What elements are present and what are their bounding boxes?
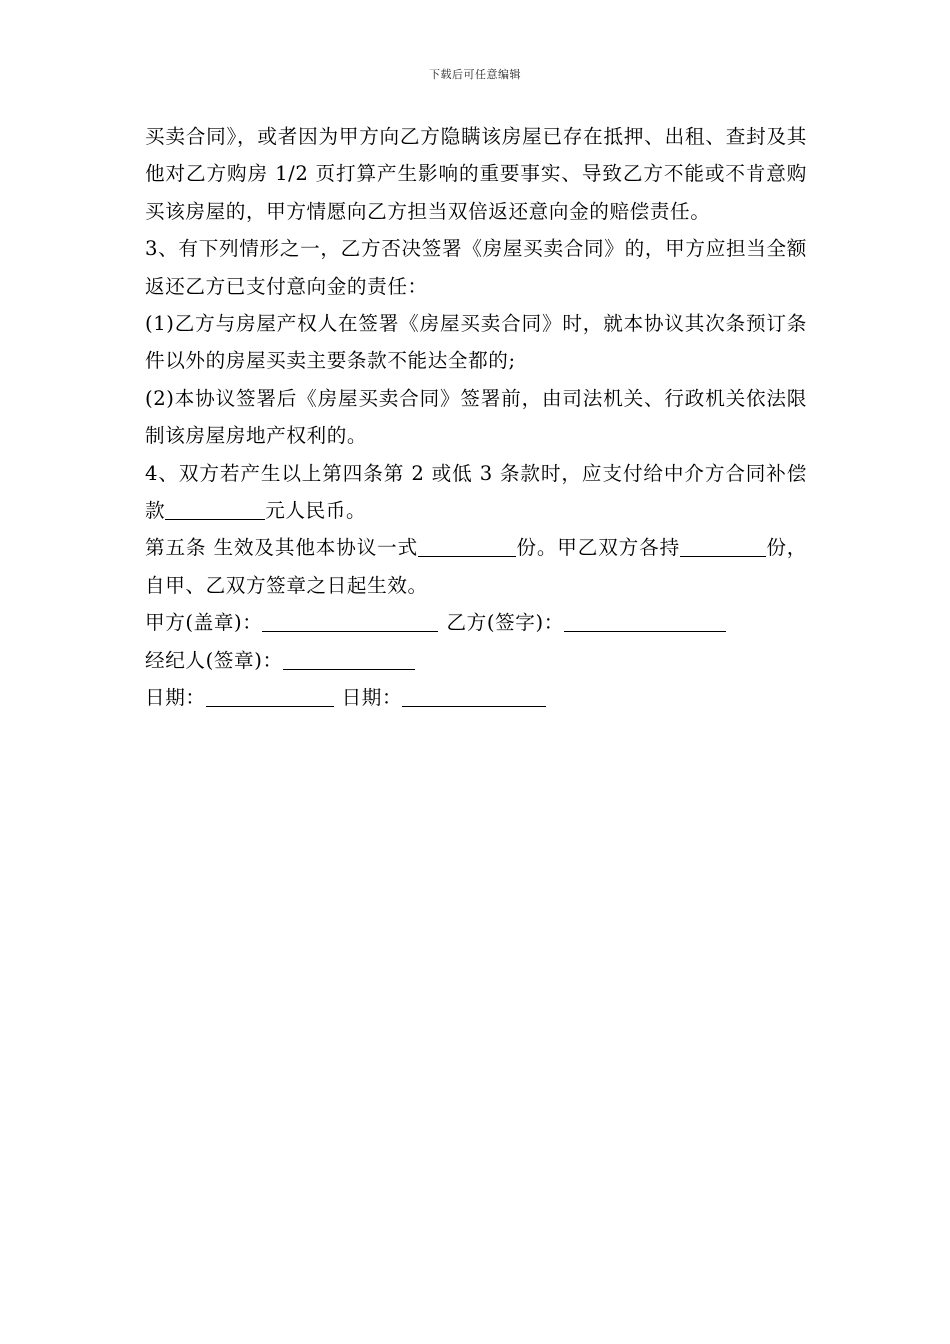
compensation-amount-blank[interactable] [165,498,265,520]
signature-row-agent [145,642,807,679]
date-blank-1[interactable] [206,685,334,707]
party-b-label: 乙方(签字)： [446,611,564,635]
copies-each-blank-cont[interactable] [756,536,766,558]
party-b-signature-blank[interactable] [564,611,726,633]
paragraph-clause-3: 3、有下列情形之一，乙方否决签署《房屋买卖合同》的，甲方应担当全额返还乙方已支付意向金的责任： [145,237,807,298]
clause-4-unit: 元人民币。 [265,499,367,523]
document-body [145,118,807,717]
paragraph-breach-liability: 买卖合同》，或者因为甲方向乙方隐瞒该房屋已存在抵押、出租、查封及其他对乙方购房 1/2 页打算产生影响的重要事实、导致乙方不能或不肯意购买该房屋的，甲方情愿向乙方担当双倍返还意向金的赔偿责任。 [145,125,807,223]
copies-total-blank[interactable] [418,536,516,558]
copies-each-blank[interactable] [680,536,756,558]
agent-label: 经纪人(签章)： [145,648,283,672]
clause-5-text: 第五条 生效及其他本协议一式 [145,536,419,560]
clause-5-end: 份，自甲、乙双方签章之日起生效。 [145,536,807,597]
page-header: 下载后可任意编辑 [429,68,521,81]
agent-signature-blank[interactable] [283,648,415,670]
clause-4-text: 4、双方若产生以上第四条第 2 或低 3 条款时，应支付给中介方合同补偿款 [145,461,807,523]
paragraph-clause-4 [145,455,807,530]
signature-row-parties [145,604,807,641]
paragraph-clause-5 [145,529,807,604]
signature-row-dates [145,679,807,716]
date-label-2: 日期： [341,686,403,710]
date-label-1: 日期： [145,686,206,710]
clause-5-middle: 份。甲乙双方各持 [516,536,681,560]
party-a-signature-blank[interactable] [262,611,438,633]
party-a-label: 甲方(盖章)： [145,611,263,635]
date-blank-2[interactable] [402,685,546,707]
paragraph-clause-3-item-2: (2)本协议签署后《房屋买卖合同》签署前，由司法机关、行政机关依法限制该房屋房地产权利的。 [145,386,807,448]
paragraph-clause-3-item-1: (1)乙方与房屋产权人在签署《房屋买卖合同》时，就本协议其次条预订条件以外的房屋买卖主要条款不能达全都的; [145,312,807,373]
